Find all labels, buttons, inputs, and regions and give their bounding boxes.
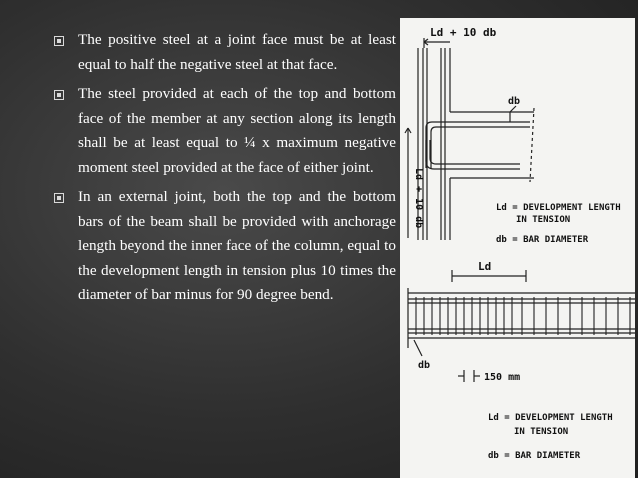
side-dimension-label: Ld + 10 db — [413, 168, 424, 229]
bullet-square-icon — [54, 90, 64, 100]
bottom-legend-ld: Ld = DEVELOPMENT LENGTH — [488, 413, 613, 423]
bottom-ld-label: Ld — [478, 260, 492, 273]
bullet-item — [48, 185, 396, 308]
top-legend-tension: IN TENSION — [516, 215, 571, 225]
spacing-label: 150 mm — [484, 372, 521, 383]
bottom-beam-diagram — [408, 270, 635, 382]
bottom-legend-db: db = BAR DIAMETER — [488, 451, 581, 461]
bullet-item — [48, 82, 396, 180]
bullet-text: In an external joint, both the top and the bottom bars of the beam shall be provided with anchorage length beyond the inner face of the column, equal to the development length in tension plus 10 times the diameter of bar minus for 90 degree bend. — [78, 188, 396, 303]
bullet-item — [48, 28, 396, 77]
bullet-text: The steel provided at each of the top and bottom face of the member at any section along its length shall be at least equal to ¼ x maximum negative moment steel provided at the face of either joint. — [78, 85, 396, 176]
reinforcement-figure — [400, 18, 635, 478]
bottom-legend-tension: IN TENSION — [514, 427, 569, 437]
bullet-text: The positive steel at a joint face must be at least equal to half the negative steel at that face. — [78, 31, 396, 73]
bullet-square-icon — [54, 36, 64, 46]
top-legend-ld: Ld = DEVELOPMENT LENGTH — [496, 203, 621, 213]
top-legend-db: db = BAR DIAMETER — [496, 235, 589, 245]
bullet-list — [48, 28, 396, 313]
top-db-label: db — [508, 96, 521, 107]
bullet-square-icon — [54, 193, 64, 203]
bottom-db-label: db — [418, 360, 431, 371]
reinforcement-diagram — [400, 18, 635, 478]
top-dimension-label: Ld + 10 db — [430, 26, 497, 39]
